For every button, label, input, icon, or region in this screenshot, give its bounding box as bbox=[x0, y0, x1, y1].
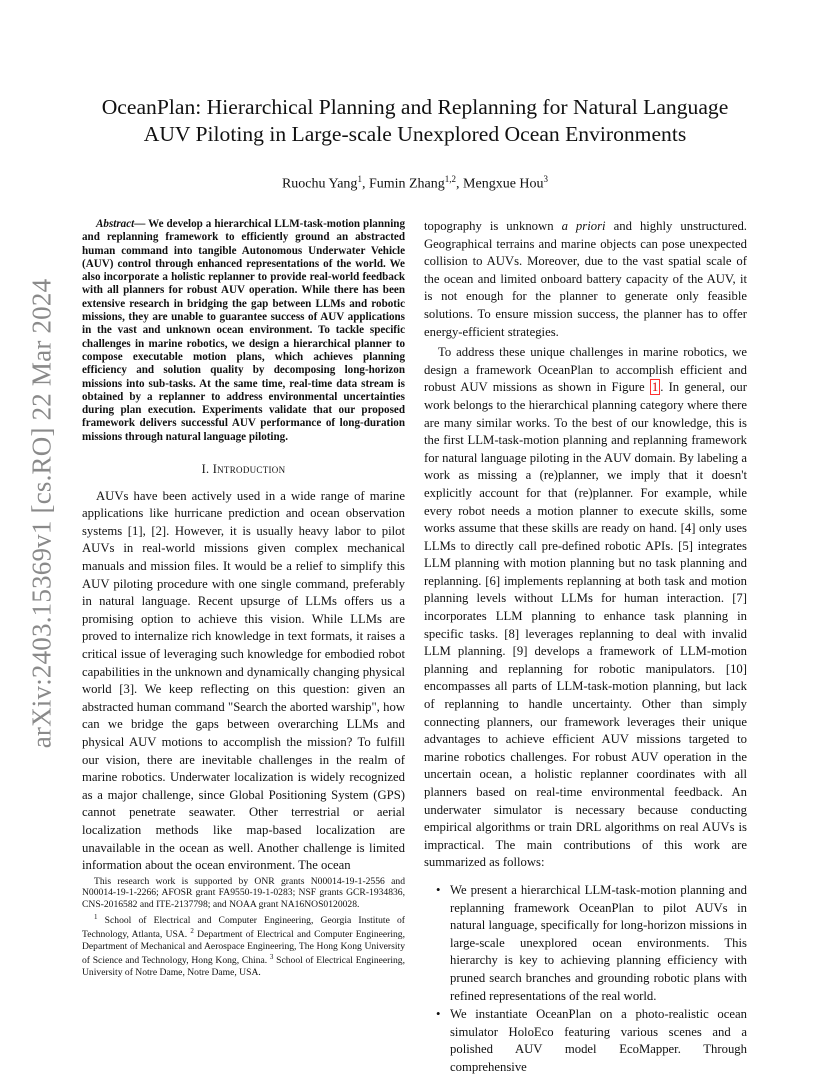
author-affiliation-mark: 3 bbox=[543, 174, 549, 184]
right-column bbox=[424, 218, 747, 1078]
author-list: Ruochu Yang$^1$, Fumin Zhang$^{1,2}$, Mengxue Hou$^3$ bbox=[281, 174, 549, 192]
contribution-item: • We present a hierarchical LLM-task-motion planning and replanning framework OceanPlan to pilot AUVs in natural language, specifically for long-horizon missions in large-scale unexplored ocean environments. This hierarchy is key to achieving planning efficiency with pruned search branches and grounding robotic plans with refined representations of the real world. bbox=[424, 882, 747, 1005]
body-paragraph bbox=[424, 344, 747, 872]
footnote-block bbox=[82, 876, 405, 980]
author-affiliation-mark: 1,2 bbox=[444, 174, 457, 184]
emphasis-text: a priori bbox=[561, 219, 606, 233]
text-run: . In general, our work belongs to the hierarchical planning category where there are many similar works. To the best of our knowledge, this is the first LLM-task-motion planning and replanning framework for natural language piloting in the AUV domain. By labeling a work as missing a (re)planner, we imply that it doesn't explicitly account for that (re)planner. For example, while every robot needs a motion planner to execute skills, some works assume that these skills are ready on hand. [4] only uses LLMs to directly call pre-defined robotic APIs. [5] integrates LLM planning with motion planning but no task planning and replanning. [6] implements replanning at both task and motion planning levels without LLMs for human interaction. [7] incorporates LLM planning to enhance task planning in specific tasks. [8] leverages replanning to deal with invalid LLM planning. [9] develops a framework of LLM-motion planning and replanning for robotic manipulators. [10] encompasses all parts of LLM-task-motion planning, but lack of replanning to handle uncertainty. Other than simply connecting planners, our framework leverages their unique advantages to achieve efficient AUV missions targeted to marine robotics challenges. For robust AUV operation in the uncertain ocean, a holistic replanner coordinates with all planners based on real-time environmental feedback. An underwater simulator is necessary because conducting empirical algorithms or train DRL algorithms on real AUVs is impractical. The main contributions of this work are summarized as follows: bbox=[424, 380, 747, 870]
text-run: To address these unique challenges in marine robotics, we design a framework OceanPlan to accomplish efficient and robust AUV missions as shown in Figure bbox=[424, 345, 747, 395]
left-column bbox=[82, 218, 405, 875]
intro-paragraph: AUVs have been actively used in a wide range of marine applications like hurricane prediction and ocean observation systems [1], [2]. However, it is usually heavy labor to pilot AUVs in real-world missions given complex mechanical manuals and mission files. It would be a relief to simplify this AUV piloting procedure with one single command, preferably in natural language. Recent upsurge of LLMs offers us a promising option to achieve this vision. While LLMs are proved to internalize rich knowledge in text formats, it raises a critical issue of leveraging such knowledge for embodied robot capabilities in the unknown and dynamically changing physical world [3]. We keep reflecting on this question: given an abstracted human command "Search the aborted warship", how can we bridge the gaps between overarching LLMs and physical AUV motions to accomplish the mission? To fulfill our vision, there are inevitable challenges in the realm of marine robotics. Underwater localization is widely recognized as a major challenge, since Global Positioning System (GPS) cannot penetrate seawater. Other terrestrial or aerial localization methods like map-based localization are unavailable in the ocean as well. Another challenge is limited information about the ocean environment. The ocean bbox=[82, 488, 405, 873]
affiliation-mark: 3 bbox=[269, 953, 274, 962]
affiliation-text: School of Electrical Engineering, University of Notre Dame, Notre Dame, USA. bbox=[82, 955, 405, 978]
author-name: Fumin Zhang bbox=[368, 176, 445, 192]
abstract bbox=[82, 218, 405, 444]
author-name: Ruochu Yang bbox=[281, 176, 358, 192]
arxiv-identifier-stamp bbox=[22, 258, 62, 768]
text-run: topography is unknown bbox=[424, 219, 562, 233]
abstract-text: — We develop a hierarchical LLM-task-motion planning and replanning framework to efficiently ground an abstracted human command into tangible Autonomous Underwater Vehicle (AUV) control through enhanced representations of the world. We also incorporate a holistic replanner to provide real-world feedback with all planners for robust AUV operation. While there has been extensive research in bridging the gap between LLMs and robotic missions, they are unable to guarantee success of AUV applications in the vast and unknown ocean environment. To tackle specific challenges in marine robotics, we design a hierarchical planner to compose executable motion plans, which achieves planning efficiency and solution quality by decomposing long-horizon missions into sub-tasks. At the same time, real-time data stream is obtained by a replanner to address environmental uncertainties during plan execution. Experiments validate that our proposed framework delivers successful AUV performance of long-duration missions through natural language piloting. bbox=[82, 218, 405, 443]
figure-reference-link[interactable]: 1 bbox=[651, 380, 659, 395]
affiliation-text: Department of Electrical and Computer Engineering, Department of Mechanical and Aerospace Engineering, The Hong Kong University of Science and Technology, Hong Kong, China. bbox=[82, 929, 405, 967]
affiliation-mark: 1 bbox=[94, 912, 98, 921]
body-paragraph bbox=[424, 218, 747, 341]
footnote-funding: This research work is supported by ONR grants N00014-19-1-2556 and N00014-19-1-2266; AFOSR grant FA9550-19-1-0283; NSF grants GCR-1934836, CNS-2016582 and ITE-2137798; and NOAA grant NA16NOS0120028. bbox=[82, 876, 405, 910]
contributions-list bbox=[424, 882, 747, 1077]
footnote-affiliations bbox=[82, 912, 405, 978]
contribution-item: • We instantiate OceanPlan on a photo-realistic ocean simulator HoloEco featuring various scenes and a polished AUV model EcoMapper. Through comprehensive bbox=[424, 1006, 747, 1076]
author-name: Mengxue Hou bbox=[463, 176, 544, 192]
arxiv-id-text: arXiv:2403.15369v1 [cs.RO] 22 Mar 2024 bbox=[26, 278, 57, 748]
author-affiliation-mark: 1 bbox=[357, 174, 362, 184]
paper-title: OceanPlan: Hierarchical Planning and Replanning for Natural Language AUV Piloting in Large-scale Unexplored Ocean Environments bbox=[101, 95, 729, 146]
section-heading-introduction: I. Introduction bbox=[201, 462, 286, 477]
affiliation-text: School of Electrical and Computer Engineering, Georgia Institute of Technology, Atlanta, USA. bbox=[82, 915, 405, 941]
abstract-label: Abstract bbox=[96, 218, 135, 230]
text-run: and highly unstructured. Geographical terrains and marine objects can pose unexpected collision to AUVs. Moreover, due to the vast spatial scale of the ocean and limited onboard battery capacity of the AUV, it is not enough for the planner to generate only feasible solutions. To ensure mission success, the planner has to offer energy-efficient strategies. bbox=[424, 219, 747, 339]
affiliation-mark: 2 bbox=[190, 927, 194, 936]
